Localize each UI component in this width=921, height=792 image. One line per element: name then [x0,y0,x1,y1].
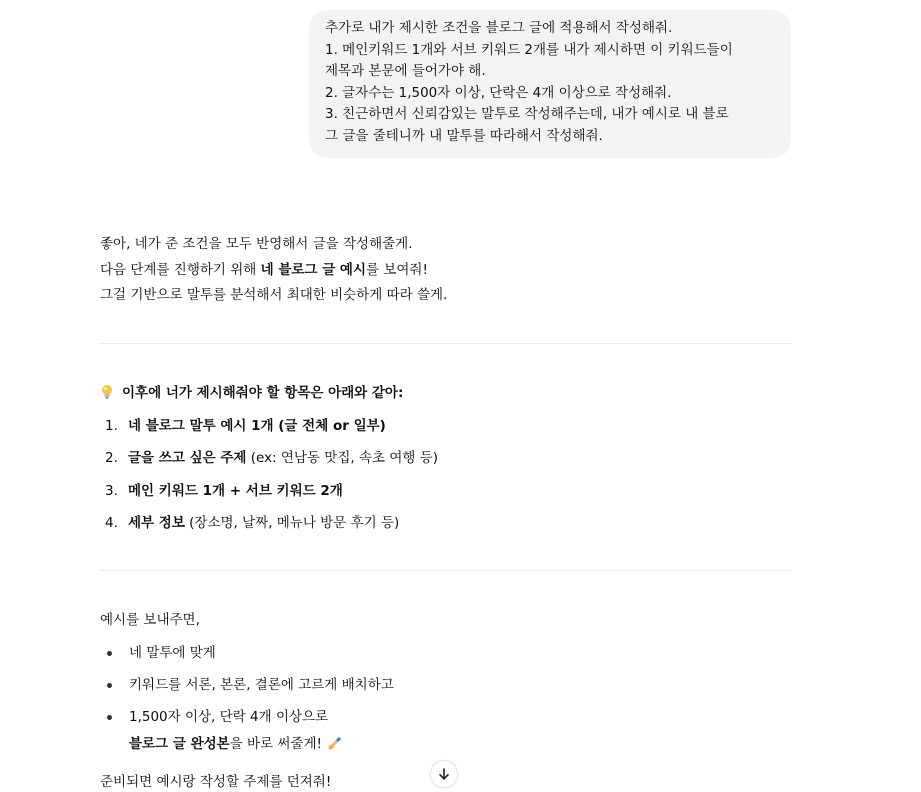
list-item [100,448,438,468]
user-message-line: 1. 메인키워드 1개와 서브 키워드 2개를 내가 제시하면 이 키워드들이 [325,41,733,58]
list-item-number: 1. [105,418,118,434]
bullet-dot [107,683,112,688]
list-item [100,513,399,533]
list-item-rest: (장소명, 날짜, 메뉴나 방문 후기 등) [184,515,400,531]
closing-intro: 예시를 보내주면, [100,612,200,628]
bullet-text: 1,500자 이상, 단락 4개 이상으로 [129,709,329,725]
bullet-dot [107,651,112,656]
intro-line-2-bold: 네 블로그 글 예시 [260,262,367,278]
intro-line-1: 좋아, 네가 준 조건을 모두 반영해서 글을 작성해줄게. [100,236,413,252]
list-item-bold: 세부 정보 [128,515,185,531]
user-message-line: 추가로 내가 제시한 조건을 블로그 글에 적용해서 작성해줘. [325,20,673,36]
list-item [100,481,343,501]
user-message-line: 2. 글자수는 1,500자 이상, 단락은 4개 이상으로 작성해줘. [325,84,672,101]
list-item [100,416,386,436]
list-item-bold: 네 블로그 말투 예시 1개 (글 전체 or 일부) [128,418,386,434]
bullet-text: 네 말투에 맞게 [129,645,216,661]
list-item-bold: 메인 키워드 1개 + 서브 키워드 2개 [128,483,343,499]
bullet-continuation-bold: 블로그 글 완성본 [129,736,230,752]
divider [100,570,792,571]
lightbulb-icon [100,384,114,400]
writing-hand-icon [326,736,342,750]
user-message-line: 그 글을 줄테니까 내 말투를 따라해서 작성해줘. [325,127,603,144]
bullet-text: 키워드를 서론, 본론, 결론에 고르게 배치하고 [129,677,394,693]
list-item-number: 2. [105,450,118,466]
intro-line-2-post: 를 보여줘! [366,262,428,278]
scroll-to-bottom-button[interactable] [430,760,458,788]
bullet-dot [107,715,112,720]
intro-line-2 [100,260,428,280]
assistant-message [100,0,792,792]
list-item-number: 4. [105,515,118,531]
bullet-continuation-rest: 을 바로 써줄게! [229,736,322,752]
list-item-bold: 글을 쓰고 싶은 주제 [128,450,247,466]
section-heading-text: 이후에 너가 제시해줘야 할 항목은 아래와 같아: [122,385,404,401]
list-item-number: 3. [105,483,118,499]
user-message-line: 3. 친근하면서 신뢰감있는 말투로 작성해주는데, 내가 예시로 내 블로 [325,106,729,123]
divider [100,343,792,344]
section-heading [100,383,403,403]
list-item-rest: (ex: 연남동 맛집, 속초 여행 등) [246,450,439,466]
intro-line-3: 그걸 기반으로 말투를 분석해서 최대한 비슷하게 따라 쓸게. [100,287,448,303]
bullet-continuation-text [129,734,342,754]
user-message-line: 제목과 본문에 들어가야 해. [325,63,486,80]
final-line: 준비되면 예시랑 작성할 주제를 던져줘! [100,774,332,790]
intro-line-2-pre: 다음 단계를 진행하기 위해 [100,262,261,278]
arrow-down-icon [437,767,451,781]
